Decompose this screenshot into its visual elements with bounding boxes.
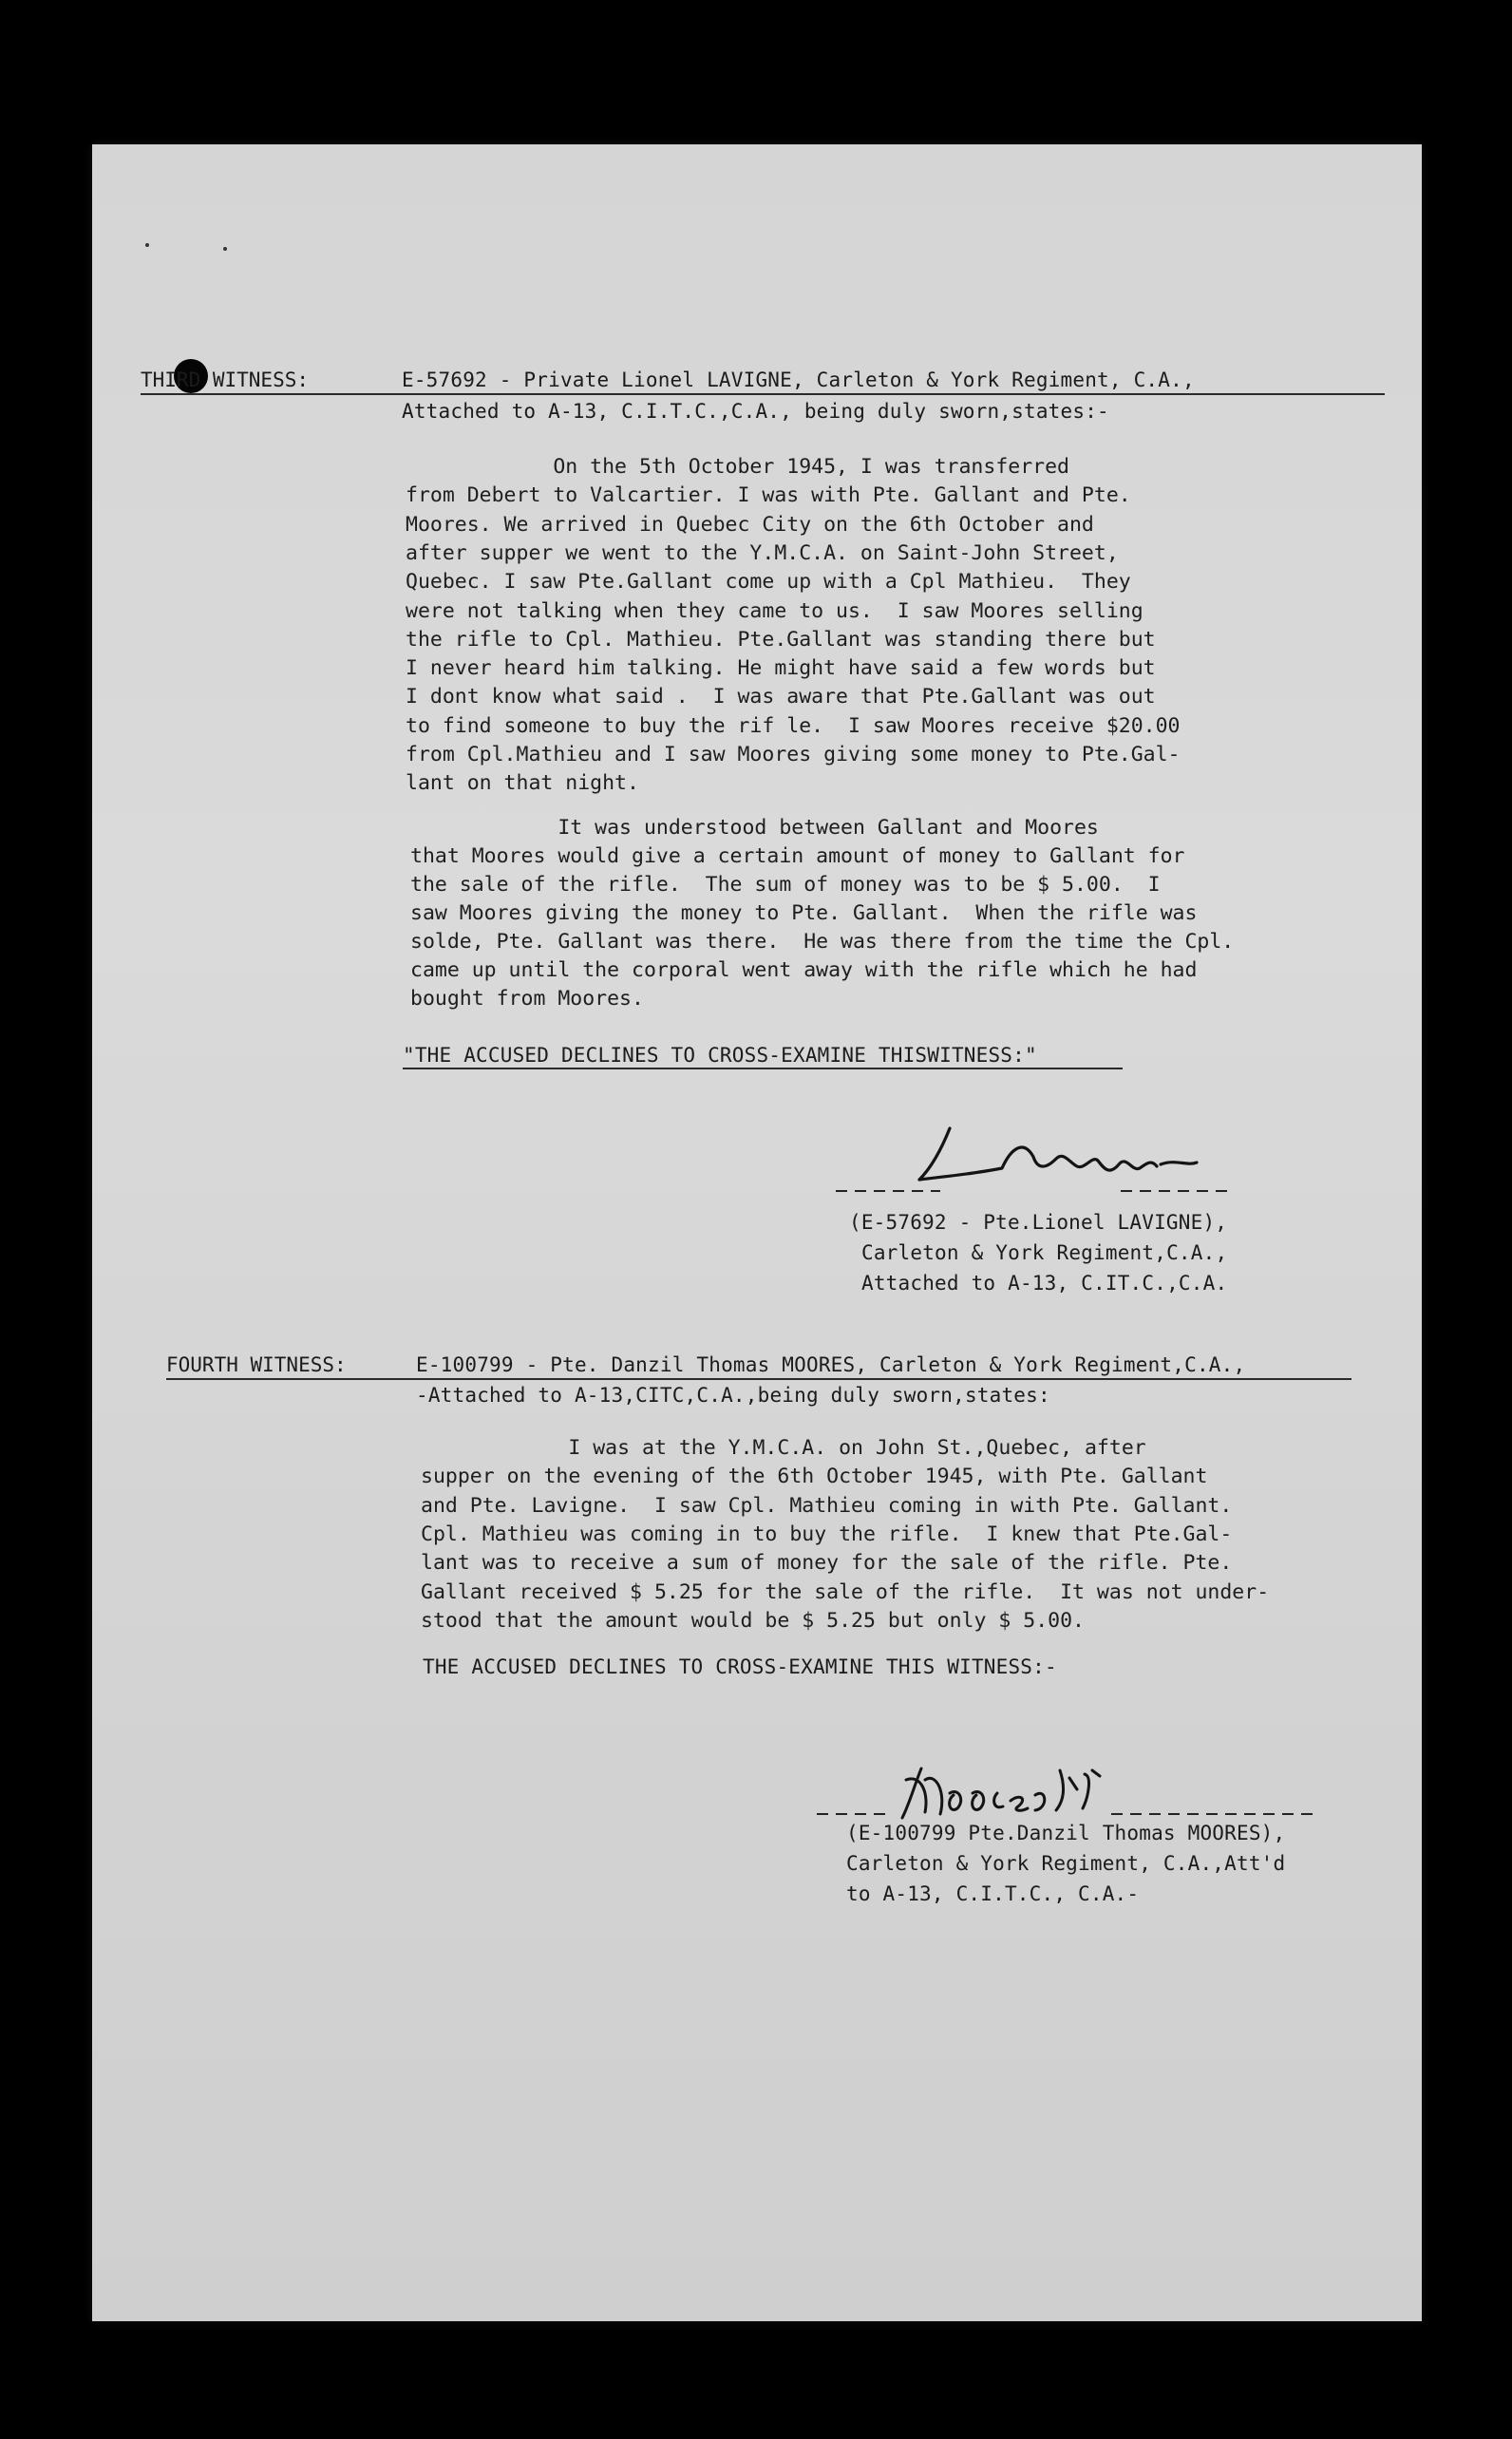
paragraph-line: solde, Pte. Gallant was there. He was there from the time the Cpl. — [410, 930, 1235, 954]
paper-speck — [145, 243, 149, 247]
paragraph-line: supper on the evening of the 6th October 1945, with Pte. Gallant — [421, 1465, 1208, 1489]
paragraph-line: from Cpl.Mathieu and I saw Moores giving some money to Pte.Gal- — [406, 743, 1181, 766]
paragraph-line: I was at the Y.M.C.A. on John St.,Quebec, after — [421, 1436, 1146, 1460]
paragraph-line: came up until the corporal went away with the rifle which he had — [410, 958, 1198, 982]
paragraph-line: the rifle to Cpl. Mathieu. Pte.Gallant was standing there but — [406, 627, 1156, 652]
paragraph-line: that Moores would give a certain amount of money to Gallant for — [410, 844, 1185, 868]
header-underline — [166, 1378, 1351, 1380]
paragraph-line: after supper we went to the Y.M.C.A. on Saint-John Street, — [406, 540, 1119, 565]
third-witness-header-line-1: E-57692 - Private Lionel LAVIGNE, Carleton & York Regiment, C.A., — [402, 369, 1195, 391]
header-underline — [141, 393, 1385, 395]
third-witness-label: THIRD WITNESS: — [141, 369, 310, 391]
paragraph-line: lant was to receive a sum of money for the sale of the rifle. Pte. — [421, 1551, 1233, 1576]
paragraph-line: bought from Moores. — [410, 987, 644, 1011]
third-witness-sig-line-1: (E-57692 - Pte.Lionel LAVIGNE), — [849, 1211, 1228, 1234]
paragraph-line: and Pte. Lavigne. I saw Cpl. Mathieu coming in with Pte. Gallant. — [421, 1493, 1233, 1518]
paragraph-line: Cpl. Mathieu was coming in to buy the rifle. I knew that Pte.Gal- — [421, 1522, 1233, 1546]
paragraph-line: from Debert to Valcartier. I was with Pte. Gallant and Pte. — [406, 483, 1131, 508]
fourth-witness-sig-line-3: to A-13, C.I.T.C., C.A.- — [846, 1882, 1140, 1905]
paragraph-line: Gallant received $ 5.25 for the sale of the rifle. It was not under- — [421, 1579, 1270, 1604]
third-witness-declines-statement: "THE ACCUSED DECLINES TO CROSS-EXAMINE THISWITNESS:" — [403, 1044, 1037, 1067]
declines-underline — [403, 1068, 1123, 1069]
fourth-witness-sig-line-2: Carleton & York Regiment, C.A.,Att'd — [846, 1852, 1286, 1875]
paragraph-line: stood that the amount would be $ 5.25 but only $ 5.00. — [421, 1608, 1085, 1633]
fourth-witness-header-line-1: E-100799 - Pte. Danzil Thomas MOORES, Carleton & York Regiment,C.A., — [416, 1353, 1246, 1376]
fourth-witness-label: FOURTH WITNESS: — [166, 1353, 347, 1376]
paragraph-line: to find someone to buy the rif le. I saw Moores receive $20.00 — [406, 713, 1181, 738]
lavigne-signature — [807, 1109, 1282, 1195]
third-witness-sig-line-2: Carleton & York Regiment,C.A., — [861, 1241, 1228, 1264]
paragraph-line: I never heard him talking. He might have said a few words but — [406, 656, 1156, 681]
fourth-witness-sig-line-1: (E-100799 Pte.Danzil Thomas MOORES), — [846, 1822, 1286, 1844]
paragraph-line: Quebec. I saw Pte.Gallant come up with a Cpl Mathieu. They — [406, 570, 1131, 595]
paragraph-line: were not talking when they came to us. I saw Moores selling — [406, 598, 1143, 623]
paragraph-line: On the 5th October 1945, I was transferred — [406, 455, 1069, 479]
paragraph-line: lant on that night. — [406, 771, 639, 796]
third-witness-header-line-2: Attached to A-13, C.I.T.C.,C.A., being duly sworn,states:- — [402, 400, 1109, 423]
paragraph-line: I dont know what said . I was aware that Pte.Gallant was out — [406, 685, 1156, 709]
paragraph-line: Moores. We arrived in Quebec City on the 6th October and — [406, 512, 1094, 537]
fourth-witness-declines-statement: THE ACCUSED DECLINES TO CROSS-EXAMINE THIS WITNESS:- — [423, 1655, 1057, 1678]
paragraph-line: It was understood between Gallant and Moores — [410, 816, 1099, 840]
paper-speck — [223, 247, 227, 251]
paragraph-line: saw Moores giving the money to Pte. Gallant. When the rifle was — [410, 901, 1198, 925]
paragraph-line: the sale of the rifle. The sum of money was to be $ 5.00. I — [410, 873, 1161, 897]
fourth-witness-header-line-2: -Attached to A-13,CITC,C.A.,being duly sworn,states: — [416, 1384, 1050, 1407]
third-witness-sig-line-3: Attached to A-13, C.IT.C.,C.A. — [861, 1272, 1228, 1295]
